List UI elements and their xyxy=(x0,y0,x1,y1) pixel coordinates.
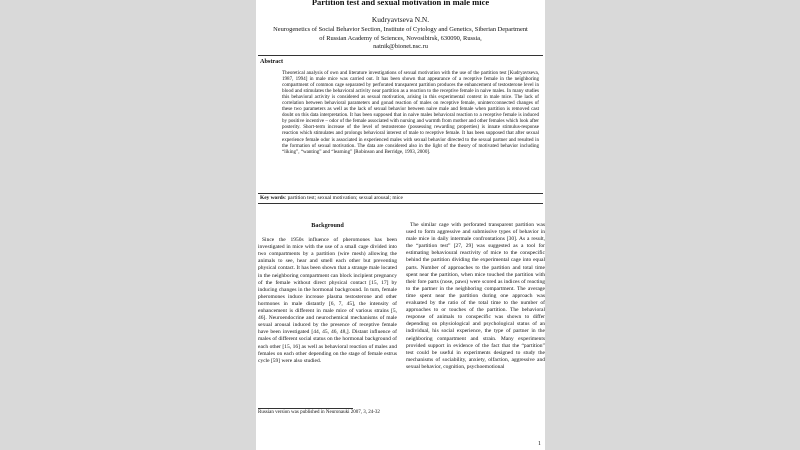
keywords-line xyxy=(260,195,403,201)
keywords-bottom-rule xyxy=(258,203,543,204)
abstract-heading: Abstract xyxy=(260,58,284,65)
author-email: natnik@bionet.nsc.ru xyxy=(373,43,428,51)
author-affiliation xyxy=(270,26,531,52)
right-column xyxy=(406,222,545,371)
author-name: Kudryavtseva N.N. xyxy=(371,15,430,24)
keywords-top-rule xyxy=(258,193,543,194)
paper-page xyxy=(256,0,545,450)
footnote-rule xyxy=(258,408,353,409)
page-number: 1 xyxy=(538,441,541,447)
right-paragraph: The similar cage with perforated transparent partition was used to form aggressive and submissive types of behavior in male mice in daily intermale confrontations [30]. As a result, the “partition test” [27, 29] was suggested as a tool for estimating behavioural reactivity of mice to the conspecific behind the partition dividing the experimental cage into equal parts. Number of approaches to the partition and total time spent near the partition, when mice touched the partition with their fore parts (nose, paws) were scored as indices of reacting to the partner in the neighboring compartment. The average time spent near the partition during one approach was evaluated by the ratio of the total time to the number of approaches to or touches of the partition. The behavioral response of animals to conspecific was shown to differ depending on physiological and psychological status of an individual, his social experience, the type of partner in the neighboring compartment and strain. Many experiments provided support in evidence of the fact that the “partition” test could be useful in experiments designed to study the mechanisms of sociability, anxiety, olfaction, aggressive and sexual behavior, cognition, psychoemotional xyxy=(406,222,545,370)
background-heading: Background xyxy=(311,222,344,229)
paper-title: Partition test and sexual motivation in male mice xyxy=(311,0,490,7)
left-column xyxy=(258,222,397,365)
abstract-text: Theoretical analysis of own and literature investigations of sexual motivation with the use of the partition test [Kudryavtseva, 1987, 1994] in male mice was carried out. It has been shown that appearance of a receptive female in the neighboring compartment of common cage separated by perforated transparent partition produces the enhancement of testosterone level in blood and stimulates the behavioral activity near partition as a reaction to the receptive female in naive males. In many studies this behavioral activity is considered as sexual motivation, arising in this experimental context in male mice. The lack of correlation between behavioral parameters and gonad reaction of males on receptive female, unintercconnected changes of these two parameters as well as the lack of sexual behavior between naive male and female when partition is removed cast doubt on this data interpretation. It has been supposed that in naive males behavioral reaction to a receptive female is induced by positive incentive – odor of the female associated with nursing and warmth from mother and other females which look after posterity. Short-term increase of the level of testosterone (possessing rewarding properties) is innate stimulus-response reaction which stimulates and prolongs behavioral interest of male to receptive female. It has been supposed that after sexual experience female odor is associated in experienced males with sexual behavior directed to the sexual partner and resulted in the formation of sexual motivation. The data are considered also in the light of the theory of motivated behavior including “liking”, “wanting” and “learning” [Robinson and Berridge, 1993, 2000]. xyxy=(282,70,539,155)
keywords-label: Key words xyxy=(260,195,285,201)
abstract-top-rule xyxy=(258,55,543,56)
affiliation-text: Neurogenetics of Social Behavior Section, Institute of Cytology and Genetics, Siberian Department of Russian Academy of Sciences, Novosibirsk, 630090, Russia, xyxy=(273,26,528,42)
keywords-text: : partition test; sexual motivation; sexual arousal; mice xyxy=(284,195,403,201)
footnote: Russian version was published in Neuronauki 2007, 3, 24-32 xyxy=(258,410,380,415)
left-paragraph: Since the 1950s influence of pheromones has been investigated in mice with the use of a small cage divided into two compartments by a partition (wire mesh) allowing the animals to see, hear and smell each other but preventing physical contact. It has been shown that a strange male located in the neighboring compartment can block incipient pregnancy of the female without direct physical contact [15, 17] by inducing changes in the hormonal background. In turn, female pheromones induce increase plasma testosterone and other hormones in male distantly [6, 7, 45], the intensity of enhancement is different in male mice of various strains [5, 46]. Neuroendocrine and neurochemical mechanisms of male sexual arousal induced by the presence of receptive female have been investigated [44, 45, 46, 48,]. Distant influence of males of different social status on the hormonal background of each other [15, 16] as well as behavioral reaction of males and females on each other depending on the stage of female estrus cycle [59] were also studied. xyxy=(258,237,397,364)
